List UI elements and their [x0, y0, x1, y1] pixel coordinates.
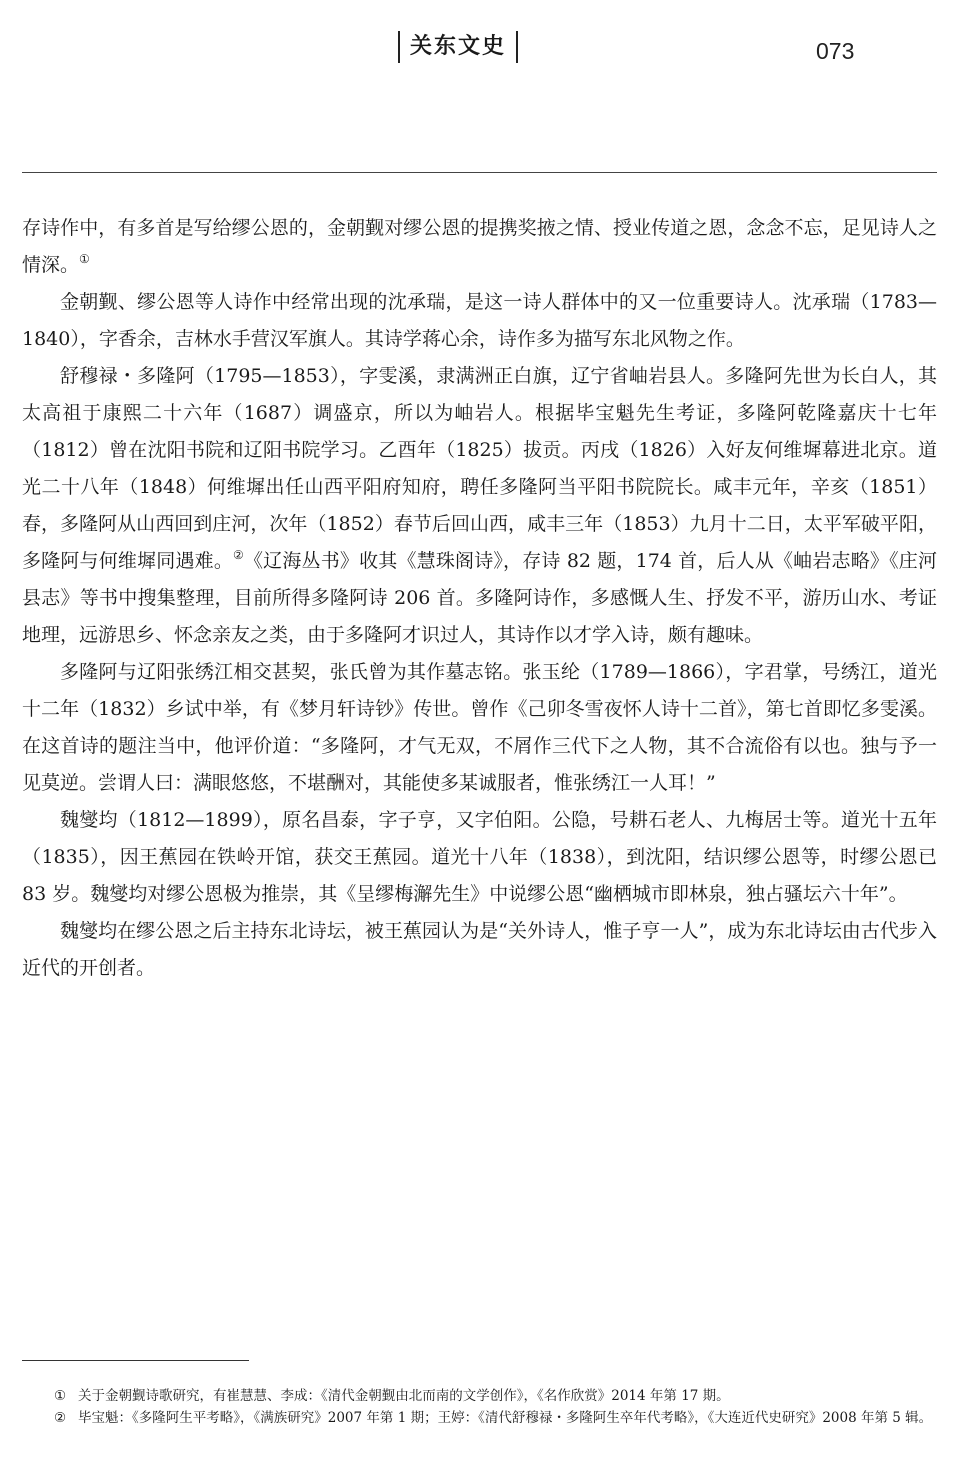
header-rule — [22, 172, 937, 173]
page-number: 073 — [816, 38, 855, 64]
paragraph-text: 魏燮均（1812—1899），原名昌泰，字子亨，又字伯阳。公隐，号耕石老人、九梅居士等。道光十五年（1835），因王蕉园在铁岭开馆，获交王蕉园。道光十八年（1838），到沈阳，结识缪公恩等，时缪公恩已 83 岁。魏燮均对缪公恩极为推崇，其《呈缪梅澥先生》中说缪公恩“幽栖城市即林泉，独占骚坛六十年”。 — [22, 809, 937, 905]
paragraph-text: 存诗作中，有多首是写给缪公恩的，金朝觐对缪公恩的提携奖掖之情、授业传道之恩，念念不忘，足见诗人之情深。 — [22, 217, 937, 276]
paragraph — [22, 358, 937, 654]
footnote-ref: ① — [79, 252, 90, 266]
paragraph-text: 《辽海丛书》收其《慧珠阁诗》，存诗 82 题，174 首，后人从《岫岩志略》《庄河县志》等书中搜集整理，目前所得多隆阿诗 206 首。多隆阿诗作，多感慨人生、抒发不平，游历山水、考证地理，远游思乡、怀念亲友之类，由于多隆阿才识过人，其诗作以才学入诗，颇有趣味。 — [22, 550, 937, 646]
paragraph — [22, 284, 937, 358]
footnote-mark: ② — [53, 1410, 67, 1426]
paragraph-text: 舒穆禄・多隆阿（1795—1853），字雯溪，隶满洲正白旗，辽宁省岫岩县人。多隆阿先世为长白人，其太高祖于康熙二十六年（1687）调盛京，所以为岫岩人。根据毕宝魁先生考证，多隆阿乾隆嘉庆十七年（1812）曾在沈阳书院和辽阳书院学习。乙酉年（1825）拔贡。丙戌（1826）入好友何维墀幕进北京。道光二十八年（1848）何维墀出任山西平阳府知府，聘任多隆阿当平阳书院院长。咸丰元年，辛亥（1851）春，多隆阿从山西回到庄河，次年（1852）春节后回山西，咸丰三年（1853）九月十二日，太平军破平阳，多隆阿与何维墀同遇难。 — [22, 365, 937, 572]
paragraph — [22, 654, 937, 802]
paragraph-text: 多隆阿与辽阳张绣江相交甚契，张氏曾为其作墓志铭。张玉纶（1789—1866），字君掌，号绣江，道光十二年（1832）乡试中举，有《梦月轩诗钞》传世。曾作《己卯冬雪夜怀人诗十二首》，第七首即忆多雯溪。在这首诗的题注当中，他评价道：“多隆阿，才气无双，不屑作三代下之人物，其不合流俗有以也。独与予一见莫逆。尝谓人曰：满眼悠悠，不堪酬对，其能使多某诚服者，惟张绣江一人耳！” — [22, 661, 937, 794]
paragraph — [22, 802, 937, 913]
footnote — [22, 1385, 937, 1407]
footnote-rule — [22, 1360, 249, 1361]
journal-title: 关东文史 — [398, 31, 518, 63]
footnote-text: 关于金朝觐诗歌研究，有崔慧慧、李成：《清代金朝觐由北而南的文学创作》，《名作欣赏》2014 年第 17 期。 — [78, 1388, 730, 1404]
footnote-text: 毕宝魁：《多隆阿生平考略》，《满族研究》2007 年第 1 期；王婷：《清代舒穆禄・多隆阿生卒年代考略》，《大连近代史研究》2008 年第 5 辑。 — [78, 1410, 933, 1426]
footnote-mark: ① — [53, 1388, 67, 1404]
footnote-ref: ② — [233, 548, 244, 562]
footnote — [22, 1407, 937, 1429]
footnotes — [22, 1385, 937, 1429]
paragraph — [22, 913, 937, 987]
paragraph — [22, 210, 937, 284]
paragraph-text: 魏燮均在缪公恩之后主持东北诗坛，被王蕉园认为是“关外诗人，惟子亨一人”，成为东北诗坛由古代步入近代的开创者。 — [22, 920, 937, 979]
body-text — [22, 210, 937, 987]
paragraph-text: 金朝觐、缪公恩等人诗作中经常出现的沈承瑞，是这一诗人群体中的又一位重要诗人。沈承瑞（1783—1840），字香余，吉林水手营汉军旗人。其诗学蒋心余，诗作多为描写东北风物之作。 — [22, 291, 937, 350]
